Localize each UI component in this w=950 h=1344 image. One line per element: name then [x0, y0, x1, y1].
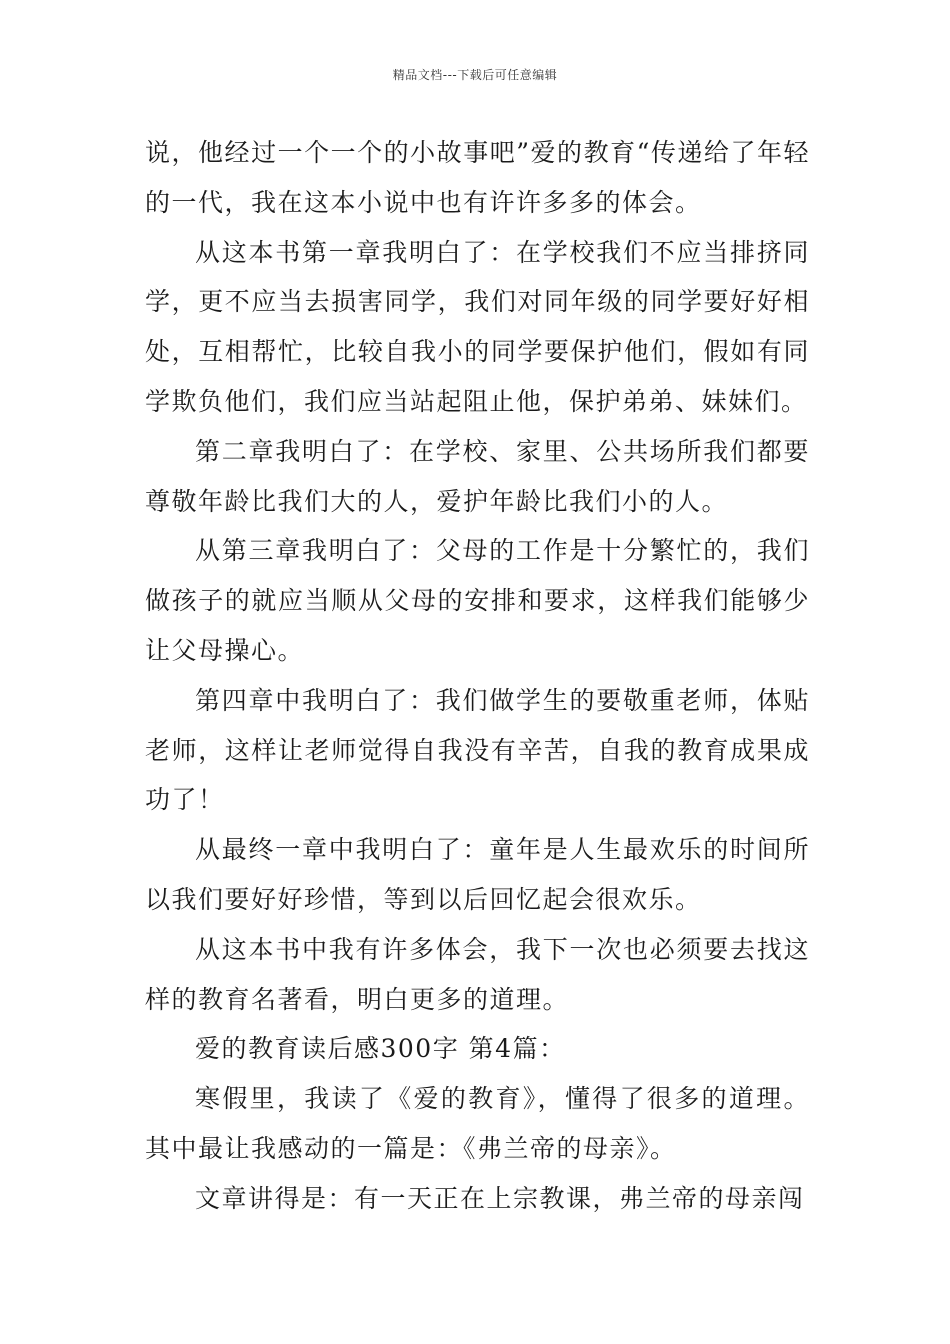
page-header: 精品文档---下载后可任意编辑	[392, 68, 558, 82]
paragraph-2: 从这本书第一章我明白了：在学校我们不应当排挤同学，更不应当去损害同学，我们对同年级的同学要好好相处，互相帮忙，比较自我小的同学要保护他们，假如有同学欺负他们，我们应当站起阻止他，保护弟弟、妹妹们。	[145, 237, 810, 416]
section-heading: 爱的教育读后感300字 第4篇：	[195, 1034, 566, 1064]
paragraph-7: 从这本书中我有许多体会，我下一次也必须要去找这样的教育名著看，明白更多的道理。	[145, 934, 810, 1014]
paragraph-10: 文章讲得是：有一天正在上宗教课，弗兰帝的母亲闯	[195, 1183, 805, 1213]
paragraph-1: 说，他经过一个一个的小故事吧”爱的教育“传递给了年轻的一代，我在这本小说中也有许许多多的体会。	[145, 138, 810, 217]
paragraph-9: 寒假里，我读了《爱的教育》，懂得了很多的道理。其中最让我感动的一篇是：《弗兰帝的母亲》。	[145, 1084, 810, 1163]
paragraph-6: 从最终一章中我明白了：童年是人生最欢乐的时间所以我们要好好珍惜，等到以后回忆起会很欢乐。	[145, 835, 810, 914]
document-body	[145, 128, 810, 1224]
paragraph-5: 第四章中我明白了：我们做学生的要敬重老师，体贴老师，这样让老师觉得自我没有辛苦，自我的教育成果成功了！	[145, 685, 810, 815]
paragraph-3: 第二章我明白了：在学校、家里、公共场所我们都要尊敬年龄比我们大的人，爱护年龄比我们小的人。	[145, 436, 810, 516]
paragraph-4: 从第三章我明白了：父母的工作是十分繁忙的，我们做孩子的就应当顺从父母的安排和要求，这样我们能够少让父母操心。	[145, 536, 810, 665]
